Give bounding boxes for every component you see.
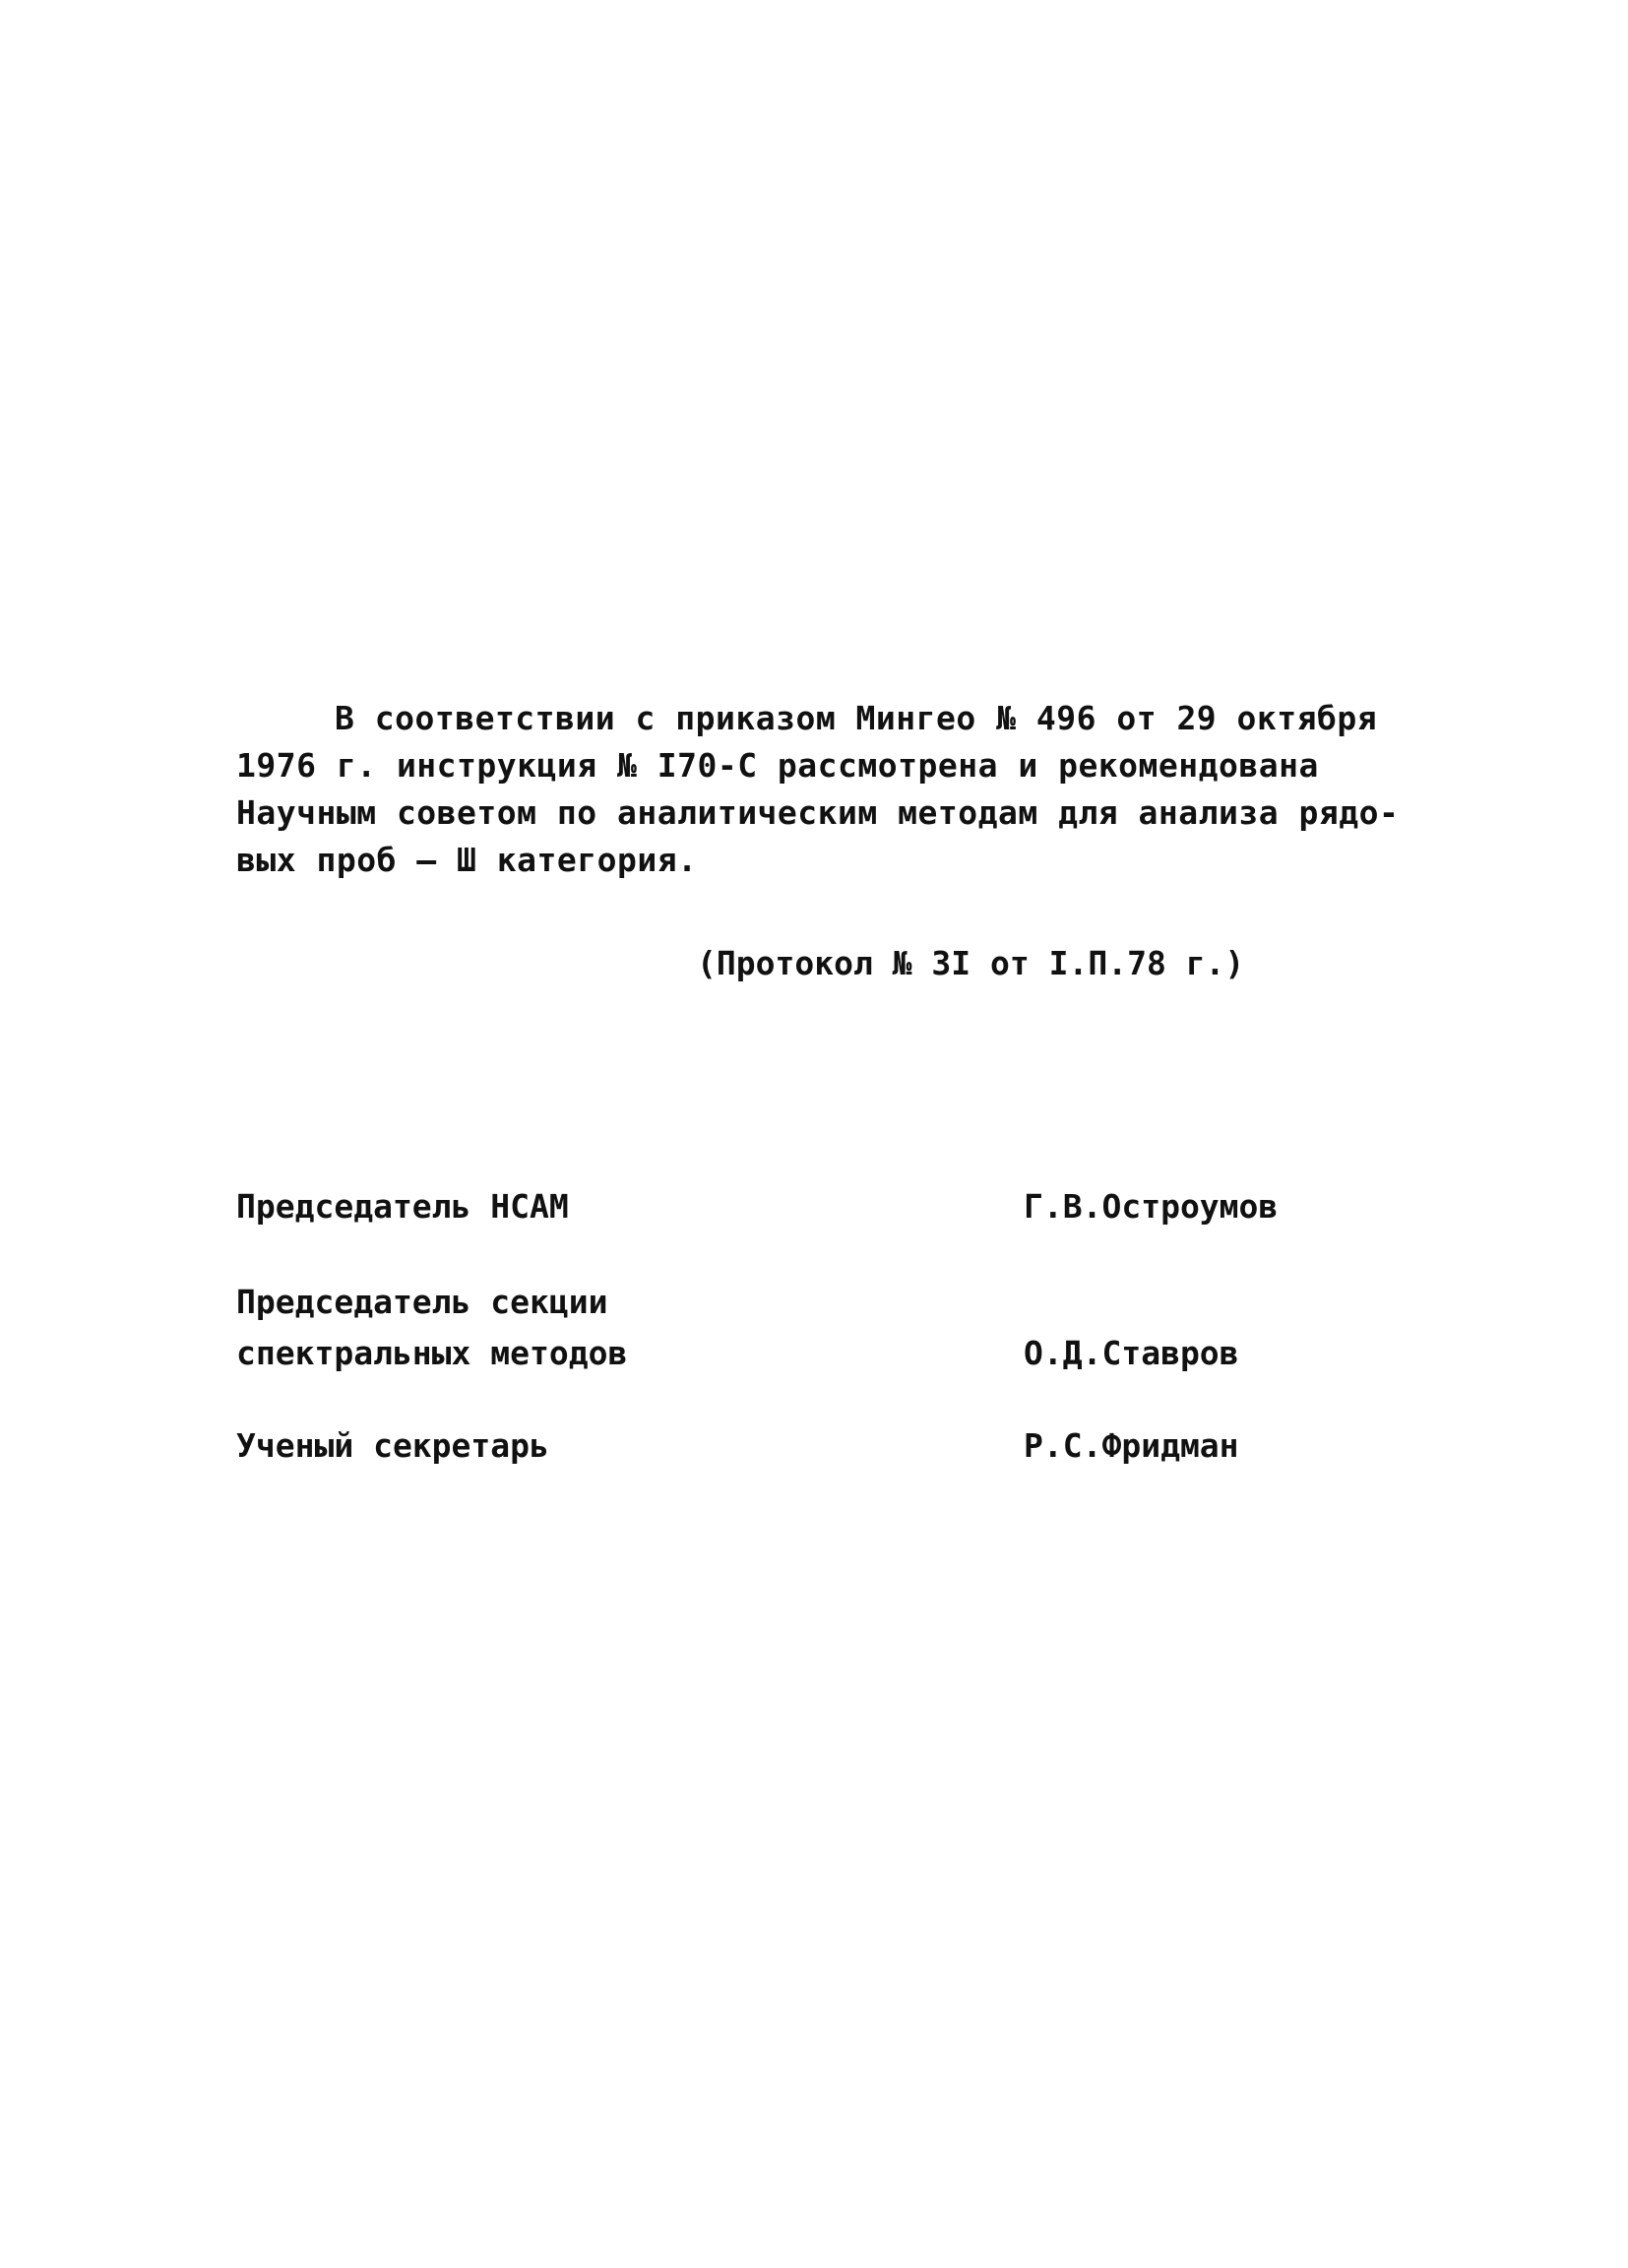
paragraph-line: Научным советом по аналитическим методам для анализа рядо- [236,793,1400,832]
signatory-title-section-chairman-line2: спектральных методов [236,1334,628,1372]
signatory-name-fridman: Р.С.Фридман [1024,1426,1239,1465]
signatory-title-scientific-secretary: Ученый секретарь [236,1426,549,1465]
protocol-note: (Протокол № 3I от I.П.78 г.) [697,944,1245,982]
signatory-name-stavrov: О.Д.Ставров [1024,1334,1239,1372]
approval-paragraph [236,695,1398,884]
paragraph-line: В соответствии с приказом Мингео № 496 от 29 октября [335,699,1378,737]
signatory-title-section-chairman-line1: Председатель секции [236,1283,608,1321]
paragraph-line: 1976 г. инструкция № I70-С рассмотрена и рекомендована [236,746,1319,785]
signatory-title-chairman-nsam: Председатель НСАМ [236,1187,569,1226]
signatory-name-ostroumov: Г.В.Остроумов [1024,1187,1279,1226]
paragraph-line: вых проб – Ш категория. [236,841,698,879]
